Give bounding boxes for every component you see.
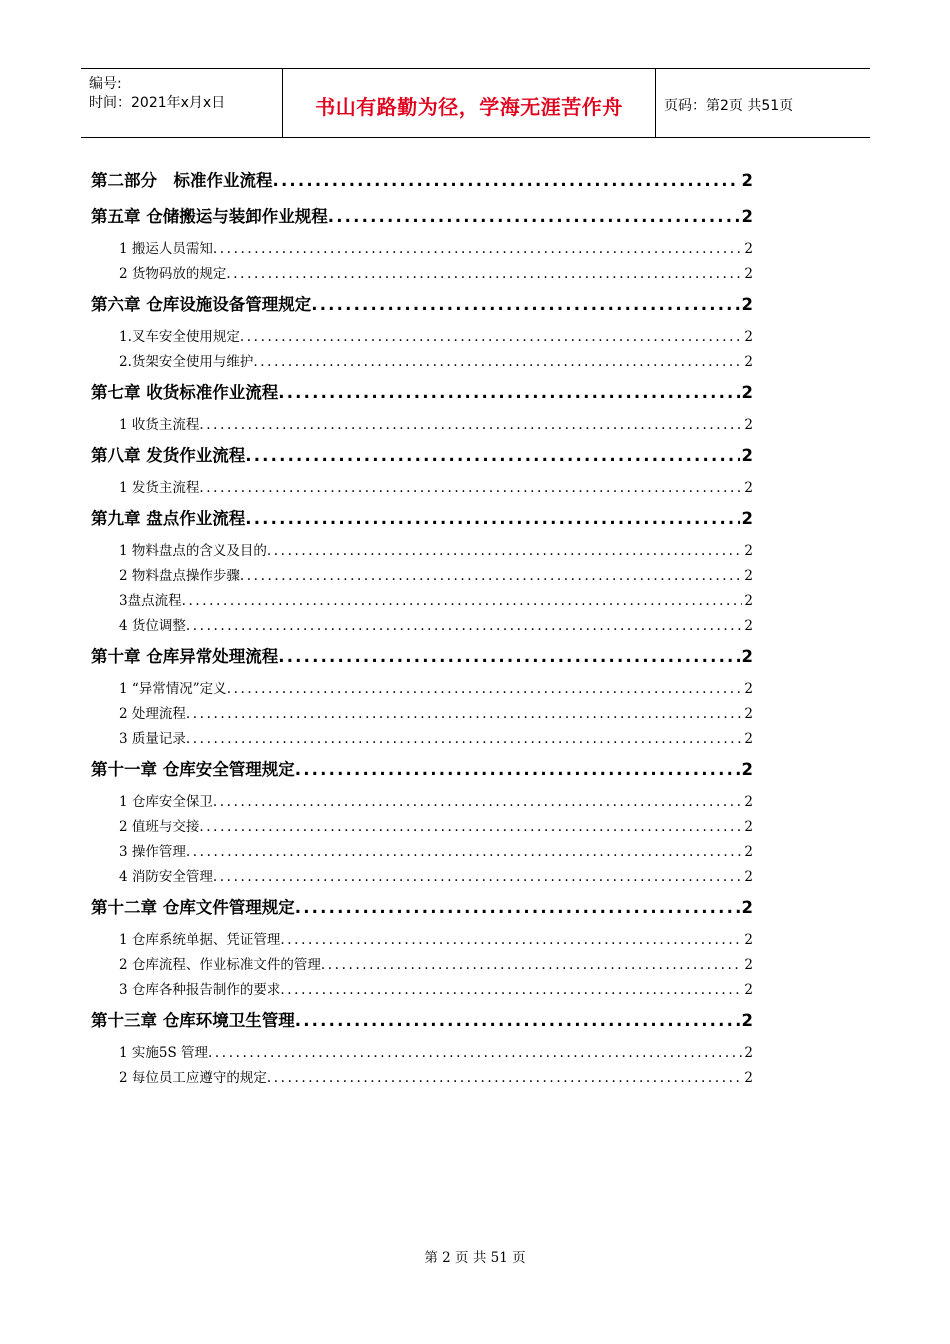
toc-page-number: 2	[744, 241, 753, 257]
toc-dot-leader	[199, 414, 742, 436]
toc-entry-title: 第九章 盘点作业流程	[91, 509, 246, 528]
toc-page-number: 2	[744, 568, 753, 584]
toc-dot-leader	[240, 326, 743, 348]
toc-entry-title: 1 “异常情况”定义	[119, 681, 227, 697]
toc-page-number: 2	[741, 295, 753, 314]
toc-page-number: 2	[744, 982, 753, 998]
toc-chapter-entry[interactable]	[91, 441, 753, 477]
toc-page-number: 2	[744, 417, 753, 433]
toc-dot-leader	[278, 378, 739, 408]
toc-entry-title: 2 货物码放的规定	[119, 266, 227, 282]
toc-page-number: 2	[744, 731, 753, 747]
toc-entry-title: 1 仓库系统单据、凭证管理	[119, 932, 281, 948]
toc-section-entry[interactable]	[91, 866, 753, 891]
toc-section-entry[interactable]	[91, 979, 753, 1004]
toc-page-number: 2	[741, 383, 753, 402]
toc-dot-leader	[311, 290, 739, 320]
doc-number-label: 编号:	[89, 76, 122, 92]
toc-page-number: 2	[744, 354, 753, 370]
time-label: 时间：2021年x月x日	[89, 95, 226, 111]
toc-chapter-entry[interactable]	[91, 202, 753, 238]
toc-entry-title: 第七章 收货标准作业流程	[91, 383, 279, 402]
toc-entry-title: 2 每位员工应遵守的规定	[119, 1070, 267, 1086]
page-number-label: 页码：第2页 共51页	[664, 98, 794, 114]
toc-page-number: 2	[741, 647, 753, 666]
toc-dot-leader	[226, 263, 742, 285]
toc-entry-title: 3 质量记录	[119, 731, 186, 747]
toc-dot-leader	[280, 979, 742, 1001]
toc-dot-leader	[227, 678, 743, 700]
toc-section-entry[interactable]	[91, 263, 753, 288]
toc-chapter-entry[interactable]	[91, 893, 753, 929]
toc-dot-leader	[273, 166, 740, 196]
toc-dot-leader	[267, 540, 743, 562]
toc-dot-leader	[213, 866, 743, 888]
toc-dot-leader	[186, 728, 743, 750]
toc-entry-title: 2 物料盘点操作步骤	[119, 568, 240, 584]
toc-entry-title: 第二部分 标准作业流程	[91, 171, 273, 190]
toc-section-entry[interactable]	[91, 728, 753, 753]
toc-page-number: 2	[744, 1045, 753, 1061]
toc-section-entry[interactable]	[91, 615, 753, 640]
toc-page-number: 2	[744, 329, 753, 345]
toc-page-number: 2	[744, 932, 753, 948]
toc-section-entry[interactable]	[91, 678, 753, 703]
toc-dot-leader	[328, 202, 740, 232]
toc-dot-leader	[240, 565, 743, 587]
toc-section-entry[interactable]	[91, 816, 753, 841]
toc-entry-title: 2 仓库流程、作业标准文件的管理	[119, 957, 321, 973]
toc-dot-leader	[186, 615, 743, 637]
toc-dot-leader	[278, 642, 739, 672]
toc-chapter-entry[interactable]	[91, 504, 753, 540]
toc-entry-title: 1 物料盘点的含义及目的	[119, 543, 267, 559]
toc-section-entry[interactable]	[91, 954, 753, 979]
page-footer: 第 2 页 共 51 页	[424, 1250, 526, 1266]
toc-dot-leader	[295, 893, 740, 923]
toc-entry-title: 2 处理流程	[119, 706, 186, 722]
toc-dot-leader	[295, 1006, 740, 1036]
toc-dot-leader	[199, 477, 742, 499]
toc-section-entry[interactable]	[91, 238, 753, 263]
toc-entry-title: 第十三章 仓库环境卫生管理	[91, 1011, 295, 1030]
toc-page-number: 2	[744, 957, 753, 973]
toc-entry-title: 2 值班与交接	[119, 819, 200, 835]
toc-section-entry[interactable]	[91, 1067, 753, 1092]
toc-chapter-entry[interactable]	[91, 166, 753, 202]
toc-dot-leader	[245, 504, 739, 534]
toc-section-entry[interactable]	[91, 929, 753, 954]
toc-page-number: 2	[744, 1070, 753, 1086]
toc-entry-title: 3 操作管理	[119, 844, 186, 860]
toc-page-number: 2	[741, 760, 753, 779]
toc-page-number: 2	[744, 681, 753, 697]
toc-page-number: 2	[744, 618, 753, 634]
toc-dot-leader	[182, 590, 743, 612]
toc-entry-title: 1 仓库安全保卫	[119, 794, 213, 810]
toc-page-number: 2	[741, 446, 753, 465]
toc-entry-title: 1 实施5S 管理	[119, 1045, 209, 1061]
toc-section-entry[interactable]	[91, 351, 753, 376]
toc-chapter-entry[interactable]	[91, 290, 753, 326]
toc-section-entry[interactable]	[91, 841, 753, 866]
header-page-cell	[655, 69, 870, 137]
toc-dot-leader	[213, 238, 743, 260]
toc-entry-title: 第八章 发货作业流程	[91, 446, 246, 465]
toc-page-number: 2	[744, 794, 753, 810]
toc-section-entry[interactable]	[91, 414, 753, 439]
toc-chapter-entry[interactable]	[91, 755, 753, 791]
toc-page-number: 2	[741, 509, 753, 528]
toc-dot-leader	[321, 954, 743, 976]
toc-entry-title: 4 货位调整	[119, 618, 186, 634]
toc-page-number: 2	[744, 593, 753, 609]
toc-section-entry[interactable]	[91, 590, 753, 615]
motto-text: 书山有路勤为径，学海无涯苦作舟	[315, 95, 623, 119]
toc-page-number: 2	[741, 171, 753, 190]
toc-section-entry[interactable]	[91, 477, 753, 502]
toc-entry-title: 第十二章 仓库文件管理规定	[91, 898, 295, 917]
toc-section-entry[interactable]	[91, 326, 753, 351]
toc-page-number: 2	[744, 844, 753, 860]
toc-page-number: 2	[744, 266, 753, 282]
toc-section-entry[interactable]	[91, 540, 753, 565]
toc-chapter-entry[interactable]	[91, 378, 753, 414]
toc-dot-leader	[267, 1067, 743, 1089]
toc-page-number: 2	[741, 1011, 753, 1030]
toc-chapter-entry[interactable]	[91, 1006, 753, 1042]
toc-entry-title: 1 收货主流程	[119, 417, 200, 433]
table-of-contents	[91, 166, 753, 1092]
toc-section-entry[interactable]	[91, 791, 753, 816]
toc-section-entry[interactable]	[91, 565, 753, 590]
toc-page-number: 2	[741, 207, 753, 226]
toc-chapter-entry[interactable]	[91, 642, 753, 678]
toc-section-entry[interactable]	[91, 1042, 753, 1067]
toc-dot-leader	[280, 929, 742, 951]
toc-entry-title: 第十一章 仓库安全管理规定	[91, 760, 295, 779]
toc-entry-title: 1.叉车安全使用规定	[119, 329, 240, 345]
toc-page-number: 2	[744, 869, 753, 885]
toc-dot-leader	[213, 791, 743, 813]
toc-dot-leader	[186, 703, 743, 725]
toc-entry-title: 4 消防安全管理	[119, 869, 213, 885]
toc-dot-leader	[199, 816, 742, 838]
toc-entry-title: 2.货架安全使用与维护	[119, 354, 254, 370]
toc-dot-leader	[295, 755, 740, 785]
toc-entry-title: 第十章 仓库异常处理流程	[91, 647, 279, 666]
toc-dot-leader	[208, 1042, 742, 1064]
page-header	[81, 68, 870, 138]
toc-page-number: 2	[744, 819, 753, 835]
toc-page-number: 2	[741, 898, 753, 917]
toc-dot-leader	[245, 441, 739, 471]
toc-entry-title: 1 搬运人员需知	[119, 241, 213, 257]
toc-entry-title: 3 仓库各种报告制作的要求	[119, 982, 281, 998]
toc-entry-title: 1 发货主流程	[119, 480, 200, 496]
toc-page-number: 2	[744, 543, 753, 559]
header-info-cell	[81, 69, 282, 137]
toc-page-number: 2	[744, 706, 753, 722]
toc-dot-leader	[186, 841, 743, 863]
toc-entry-title: 第六章 仓库设施设备管理规定	[91, 295, 312, 314]
toc-section-entry[interactable]	[91, 703, 753, 728]
toc-entry-title: 第五章 仓储搬运与装卸作业规程	[91, 207, 328, 226]
toc-entry-title: 3盘点流程	[119, 593, 182, 609]
toc-dot-leader	[253, 351, 742, 373]
toc-page-number: 2	[744, 480, 753, 496]
header-motto-cell	[282, 69, 656, 137]
